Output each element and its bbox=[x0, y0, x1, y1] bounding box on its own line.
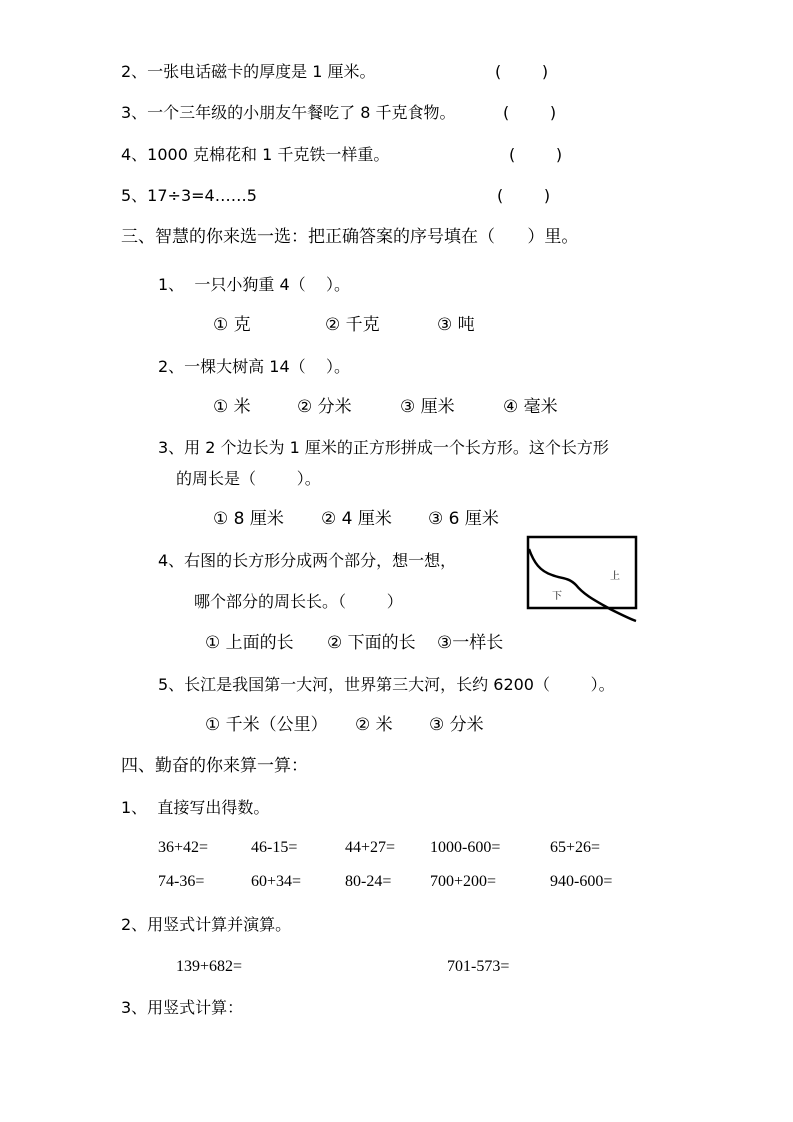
calc-r1-c4: 1000-600= bbox=[430, 839, 501, 856]
judge-paren-5[interactable]: ( ) bbox=[497, 186, 551, 205]
q3-option-1[interactable]: ① 8 厘米 bbox=[213, 509, 284, 529]
calc-r2-c4: 700+200= bbox=[430, 873, 497, 890]
calc-r1-c1: 36+42= bbox=[158, 839, 209, 856]
calc-r1-c2: 46-15= bbox=[251, 839, 298, 856]
q3-option-2[interactable]: ② 4 厘米 bbox=[321, 509, 392, 529]
calc-r2-c2: 60+34= bbox=[251, 873, 302, 890]
figure-label-upper: 上 bbox=[610, 571, 620, 582]
q3-stem-line2: 的周长是（ ）。 bbox=[176, 469, 321, 488]
calc-r2-c5: 940-600= bbox=[550, 873, 613, 890]
calc-r2-c1: 74-36= bbox=[158, 873, 205, 890]
q4-stem-line2: 哪个部分的周长长。（ ） bbox=[194, 592, 403, 611]
figure-dividing-curve bbox=[529, 549, 636, 621]
judge-item-5: 5、17÷3=4……5 bbox=[121, 186, 257, 205]
vertical-calc-1: 139+682= bbox=[176, 958, 243, 975]
q2-option-2[interactable]: ② 分米 bbox=[297, 397, 352, 417]
judge-paren-4[interactable]: ( ) bbox=[509, 145, 563, 164]
q4-stem-line1: 4、右图的长方形分成两个部分，想一想， bbox=[158, 551, 457, 570]
q3-option-3[interactable]: ③ 6 厘米 bbox=[428, 509, 499, 529]
q3-stem-line1: 3、用 2 个边长为 1 厘米的正方形拼成一个长方形。这个长方形 bbox=[158, 438, 609, 457]
sub2-label: 2、用竖式计算并演算。 bbox=[121, 915, 292, 934]
q2-option-1[interactable]: ① 米 bbox=[213, 397, 251, 417]
section-4-title: 四、勤奋的你来算一算： bbox=[121, 756, 308, 776]
rectangle-divided-figure bbox=[526, 535, 640, 627]
calc-r1-c5: 65+26= bbox=[550, 839, 601, 856]
sub1-label: 1、 直接写出得数。 bbox=[121, 798, 270, 817]
q1-option-1[interactable]: ① 克 bbox=[213, 315, 251, 335]
q1-option-2[interactable]: ② 千克 bbox=[325, 315, 380, 335]
section-3-title: 三、智慧的你来选一选：把正确答案的序号填在（ ）里。 bbox=[121, 227, 579, 247]
judge-item-2: 2、一张电话磁卡的厚度是 1 厘米。 bbox=[121, 62, 376, 81]
q1-option-3[interactable]: ③ 吨 bbox=[437, 315, 475, 335]
judge-paren-3[interactable]: ( ) bbox=[503, 103, 557, 122]
q1-stem: 1、 一只小狗重 4（ ）。 bbox=[158, 275, 350, 294]
judge-item-4: 4、1000 克棉花和 1 千克铁一样重。 bbox=[121, 145, 390, 164]
q2-option-4[interactable]: ④ 毫米 bbox=[503, 397, 558, 417]
q4-option-2[interactable]: ② 下面的长 bbox=[327, 633, 416, 653]
figure-label-lower: 下 bbox=[552, 591, 562, 602]
judge-paren-2[interactable]: ( ) bbox=[495, 62, 549, 81]
q4-option-3[interactable]: ③一样长 bbox=[437, 633, 504, 653]
q4-option-1[interactable]: ① 上面的长 bbox=[205, 633, 294, 653]
q2-stem: 2、一棵大树高 14（ ）。 bbox=[158, 357, 350, 376]
vertical-calc-2: 701-573= bbox=[447, 958, 510, 975]
q5-option-3[interactable]: ③ 分米 bbox=[429, 715, 484, 735]
sub3-label: 3、用竖式计算： bbox=[121, 998, 244, 1017]
q2-option-3[interactable]: ③ 厘米 bbox=[400, 397, 455, 417]
calc-r2-c3: 80-24= bbox=[345, 873, 392, 890]
q5-option-2[interactable]: ② 米 bbox=[355, 715, 393, 735]
q5-stem: 5、长江是我国第一大河，世界第三大河，长约 6200（ ）。 bbox=[158, 675, 615, 694]
calc-r1-c3: 44+27= bbox=[345, 839, 396, 856]
q5-option-1[interactable]: ① 千米（公里） bbox=[205, 715, 328, 735]
judge-item-3: 3、一个三年级的小朋友午餐吃了 8 千克食物。 bbox=[121, 103, 456, 122]
